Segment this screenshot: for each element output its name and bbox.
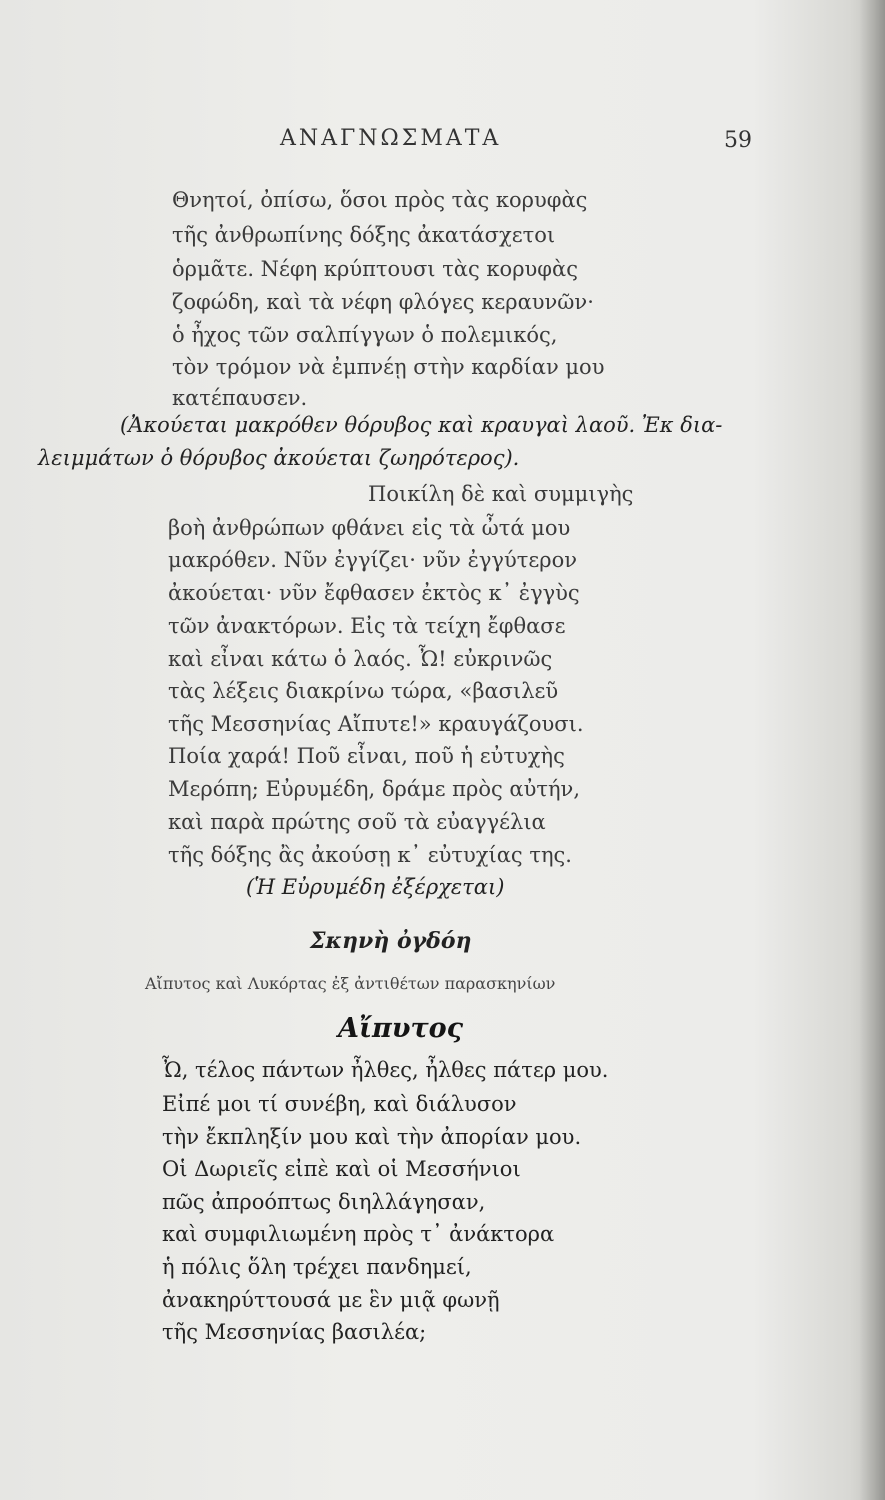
verse-line: Ποία χαρά! Ποῦ εἶναι, ποῦ ἡ εὐτυχὴς: [168, 744, 565, 768]
stage-direction-line: (Ἀκούεται μακρόθεν θόρυβος καὶ κραυγαὶ λαοῦ. Ἐκ δια-: [120, 413, 723, 437]
verse-line: καὶ παρὰ πρώτης σοῦ τὰ εὐαγγέλια: [168, 810, 546, 834]
verse-line: τὰς λέξεις διακρίνω τώρα, «βασιλεῦ: [168, 679, 559, 703]
verse-line: τῆς ἀνθρωπίνης δόξης ἀκατάσχετοι: [172, 223, 556, 247]
verse-line: τῆς Μεσσηνίας Αἴπυτε!» κραυγάζουσι.: [168, 712, 584, 736]
stage-direction-line: λειμμάτων ὁ θόρυβος ἀκούεται ζωηρότερος).: [38, 446, 520, 470]
scene-subtitle: Αἴπυτος καὶ Λυκόρτας ἐξ ἀντιθέτων παρασκηνίων: [145, 974, 556, 993]
stage-direction: (Ἡ Εὐρυμέδη ἐξέρχεται): [246, 875, 505, 899]
verse-line: μακρόθεν. Νῦν ἐγγίζει· νῦν ἐγγύτερον: [168, 548, 577, 572]
speech-line: ἀνακηρύττουσά με ἓν μιᾷ φωνῇ: [162, 1288, 500, 1312]
verse-line: ἀκούεται· νῦν ἔφθασεν ἐκτὸς κ᾽ ἐγγὺς: [168, 581, 580, 605]
verse-line: καὶ εἶναι κάτω ὁ λαός. Ὦ! εὐκρινῶς: [168, 647, 553, 671]
verse-line: τῶν ἀνακτόρων. Εἰς τὰ τείχη ἔφθασε: [168, 614, 566, 638]
scene-heading: Σκηνὴ ὀγδόη: [310, 928, 472, 954]
verse-line: κατέπαυσεν.: [172, 386, 308, 410]
verse-line: τὸν τρόμον νὰ ἐμπνέῃ στὴν καρδίαν μου: [172, 355, 605, 379]
verse-line: τῆς δόξης ἂς ἀκούσῃ κ᾽ εὐτυχίας της.: [168, 843, 572, 867]
speech-line: καὶ συμφιλιωμένη πρὸς τ᾽ ἀνάκτορα: [162, 1222, 555, 1246]
speech-line: πῶς ἀπροόπτως διηλλάγησαν,: [162, 1190, 486, 1214]
speech-line: τῆς Μεσσηνίας βασιλέα;: [162, 1320, 427, 1344]
page-edge-shadow: [859, 0, 885, 1500]
verse-line: ὁ ἦχος τῶν σαλπίγγων ὁ πολεμικός,: [172, 323, 558, 347]
verse-line: ζοφώδη, καὶ τὰ νέφη φλόγες κεραυνῶν·: [172, 290, 594, 314]
speech-line: Εἰπέ μοι τί συνέβη, καὶ διάλυσον: [162, 1092, 517, 1116]
running-header-title: ΑΝΑΓΝΩΣΜΑΤΑ: [280, 126, 502, 151]
verse-line: Ποικίλη δὲ καὶ συμμιγὴς: [368, 482, 634, 506]
speech-line: τὴν ἔκπληξίν μου καὶ τὴν ἀπορίαν μου.: [162, 1125, 582, 1149]
speech-line: Οἱ Δωριεῖς εἰπὲ καὶ οἱ Μεσσήνιοι: [162, 1157, 521, 1181]
speaker-name: Αἴπυτος: [338, 1013, 464, 1044]
speech-line: Ὦ, τέλος πάντων ἦλθες, ἦλθες πάτερ μου.: [162, 1058, 609, 1082]
verse-line: Θνητοί, ὀπίσω, ὅσοι πρὸς τὰς κορυφὰς: [172, 188, 588, 212]
speech-line: ἡ πόλις ὅλη τρέχει πανδημεί,: [162, 1255, 472, 1279]
verse-line: ὁρμᾶτε. Νέφη κρύπτουσι τὰς κορυφὰς: [172, 257, 578, 281]
verse-line: βοὴ ἀνθρώπων φθάνει εἰς τὰ ὦτά μου: [168, 516, 571, 540]
page-number: 59: [724, 128, 752, 153]
verse-line: Μερόπη; Εὐρυμέδη, δράμε πρὸς αὐτήν,: [168, 777, 581, 801]
